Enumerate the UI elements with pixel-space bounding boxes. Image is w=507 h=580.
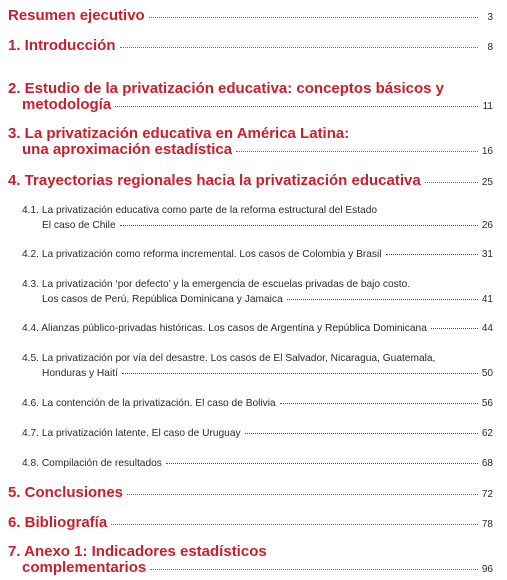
toc-subentry-title-line1: 4.5. La privatización por vía del desastre. Los casos de El Salvador, Nicaragua, Guatemala, [22, 353, 436, 364]
page-number: 56 [481, 398, 493, 409]
page-number: 3 [487, 12, 493, 23]
toc-entry-title: Resumen ejecutivo [8, 7, 145, 24]
toc-entry-conclusiones[interactable] [8, 485, 493, 502]
toc-subentry-title-line1: 4.1. La privatización educativa como parte de la reforma estructural del Estado [22, 205, 378, 216]
toc-entry-america-latina[interactable] [8, 126, 493, 159]
toc-entry-title: 6. Bibliografía [8, 514, 108, 531]
dot-leader [386, 254, 478, 255]
dot-leader [127, 494, 478, 495]
toc-subentry-4-7[interactable] [22, 428, 493, 440]
page-number: 8 [487, 42, 493, 53]
page-number: 78 [481, 519, 493, 530]
page-number: 72 [481, 489, 493, 500]
toc-entry-anexo[interactable] [8, 544, 493, 577]
toc-entry-title: complementarios [22, 559, 147, 576]
toc-line-first [8, 544, 493, 559]
toc-line [22, 458, 493, 470]
toc-line [8, 485, 493, 502]
page-number: 31 [481, 249, 493, 260]
toc-subentry-title: Los casos de Perú, República Dominicana y Jamaica [42, 294, 283, 305]
toc-subentry-title: 4.2. La privatización como reforma incremental. Los casos de Colombia y Brasil [22, 249, 382, 260]
toc-subentry-title: Honduras y Haití [42, 368, 118, 379]
toc-line [22, 142, 493, 159]
toc-line [42, 368, 493, 380]
page-number: 68 [481, 458, 493, 469]
page-number: 11 [482, 101, 493, 112]
toc-entry-title: metodología [22, 96, 112, 113]
toc-subentry-title: 4.7. La privatización latente. El caso de Uruguay [22, 428, 241, 439]
toc-line [22, 398, 493, 410]
toc-subentry-title: 4.8. Compilación de resultados [22, 458, 162, 469]
dot-leader [150, 569, 478, 570]
dot-leader [115, 106, 478, 107]
toc-line [42, 220, 493, 232]
dot-leader [122, 373, 478, 374]
dot-leader [245, 433, 478, 434]
dot-leader [280, 403, 478, 404]
toc-entry-resumen[interactable] [8, 8, 493, 25]
toc-line [8, 515, 493, 532]
toc-entry-bibliografia[interactable] [8, 515, 493, 532]
dot-leader [166, 463, 478, 464]
dot-leader [120, 225, 478, 226]
toc-subentry-4-3[interactable] [22, 279, 493, 306]
toc-entry-introduccion[interactable] [8, 38, 493, 55]
toc-entry-estudio[interactable] [8, 81, 493, 114]
toc-line [8, 38, 493, 55]
toc-subentry-4-8[interactable] [22, 458, 493, 470]
toc-entry-title-line1: 2. Estudio de la privatización educativa: conceptos básicos y [8, 80, 444, 97]
toc-line [22, 97, 493, 114]
page-number: 96 [481, 564, 493, 575]
toc-entry-title: 5. Conclusiones [8, 484, 124, 501]
dot-leader [425, 182, 478, 183]
toc-line [8, 173, 493, 190]
toc-subentry-4-1[interactable] [22, 205, 493, 232]
page-number: 26 [481, 220, 493, 231]
toc-entry-title: una aproximación estadística [22, 141, 233, 158]
page-number: 44 [481, 323, 493, 334]
toc-line [8, 8, 493, 25]
page-number: 62 [481, 428, 493, 439]
dot-leader [111, 524, 478, 525]
toc-subentry-4-4[interactable] [22, 323, 493, 335]
dot-leader [287, 299, 478, 300]
toc-line-first [8, 126, 493, 141]
toc-entry-title-line1: 3. La privatización educativa en América Latina: [8, 125, 350, 142]
toc-subentry-title: 4.6. La contención de la privatización. El caso de Bolivia [22, 398, 276, 409]
toc-subentry-title: El caso de Chile [42, 220, 116, 231]
toc-line [22, 323, 493, 335]
toc-subentry-4-6[interactable] [22, 398, 493, 410]
page-number: 41 [481, 294, 493, 305]
toc-subentry-title: 4.4. Alianzas público-privadas históricas. Los casos de Argentina y República Dominicana [22, 323, 427, 334]
toc-line-first [22, 353, 493, 365]
dot-leader [431, 328, 478, 329]
toc-line-first [8, 81, 493, 96]
page-number: 50 [481, 368, 493, 379]
dot-leader [236, 151, 478, 152]
toc-line [22, 428, 493, 440]
toc-entry-trayectorias[interactable] [8, 173, 493, 190]
toc-line [22, 560, 493, 577]
page-number: 16 [481, 146, 493, 157]
page-number: 25 [481, 177, 493, 188]
toc-line-first [22, 205, 493, 217]
toc-entry-title-line1: 7. Anexo 1: Indicadores estadísticos [8, 543, 267, 560]
toc-entry-title: 4. Trayectorias regionales hacia la privatización educativa [8, 172, 421, 189]
toc-line [22, 249, 493, 261]
toc-line-first [22, 279, 493, 291]
toc-subentry-title-line1: 4.3. La privatización ‘por defecto’ y la emergencia de escuelas privadas de bajo costo. [22, 279, 411, 290]
toc-line [42, 294, 493, 306]
toc-subentry-4-5[interactable] [22, 353, 493, 380]
dot-leader [120, 47, 478, 48]
dot-leader [149, 17, 478, 18]
toc-entry-title: 1. Introducción [8, 37, 116, 54]
toc-subentry-4-2[interactable] [22, 249, 493, 261]
